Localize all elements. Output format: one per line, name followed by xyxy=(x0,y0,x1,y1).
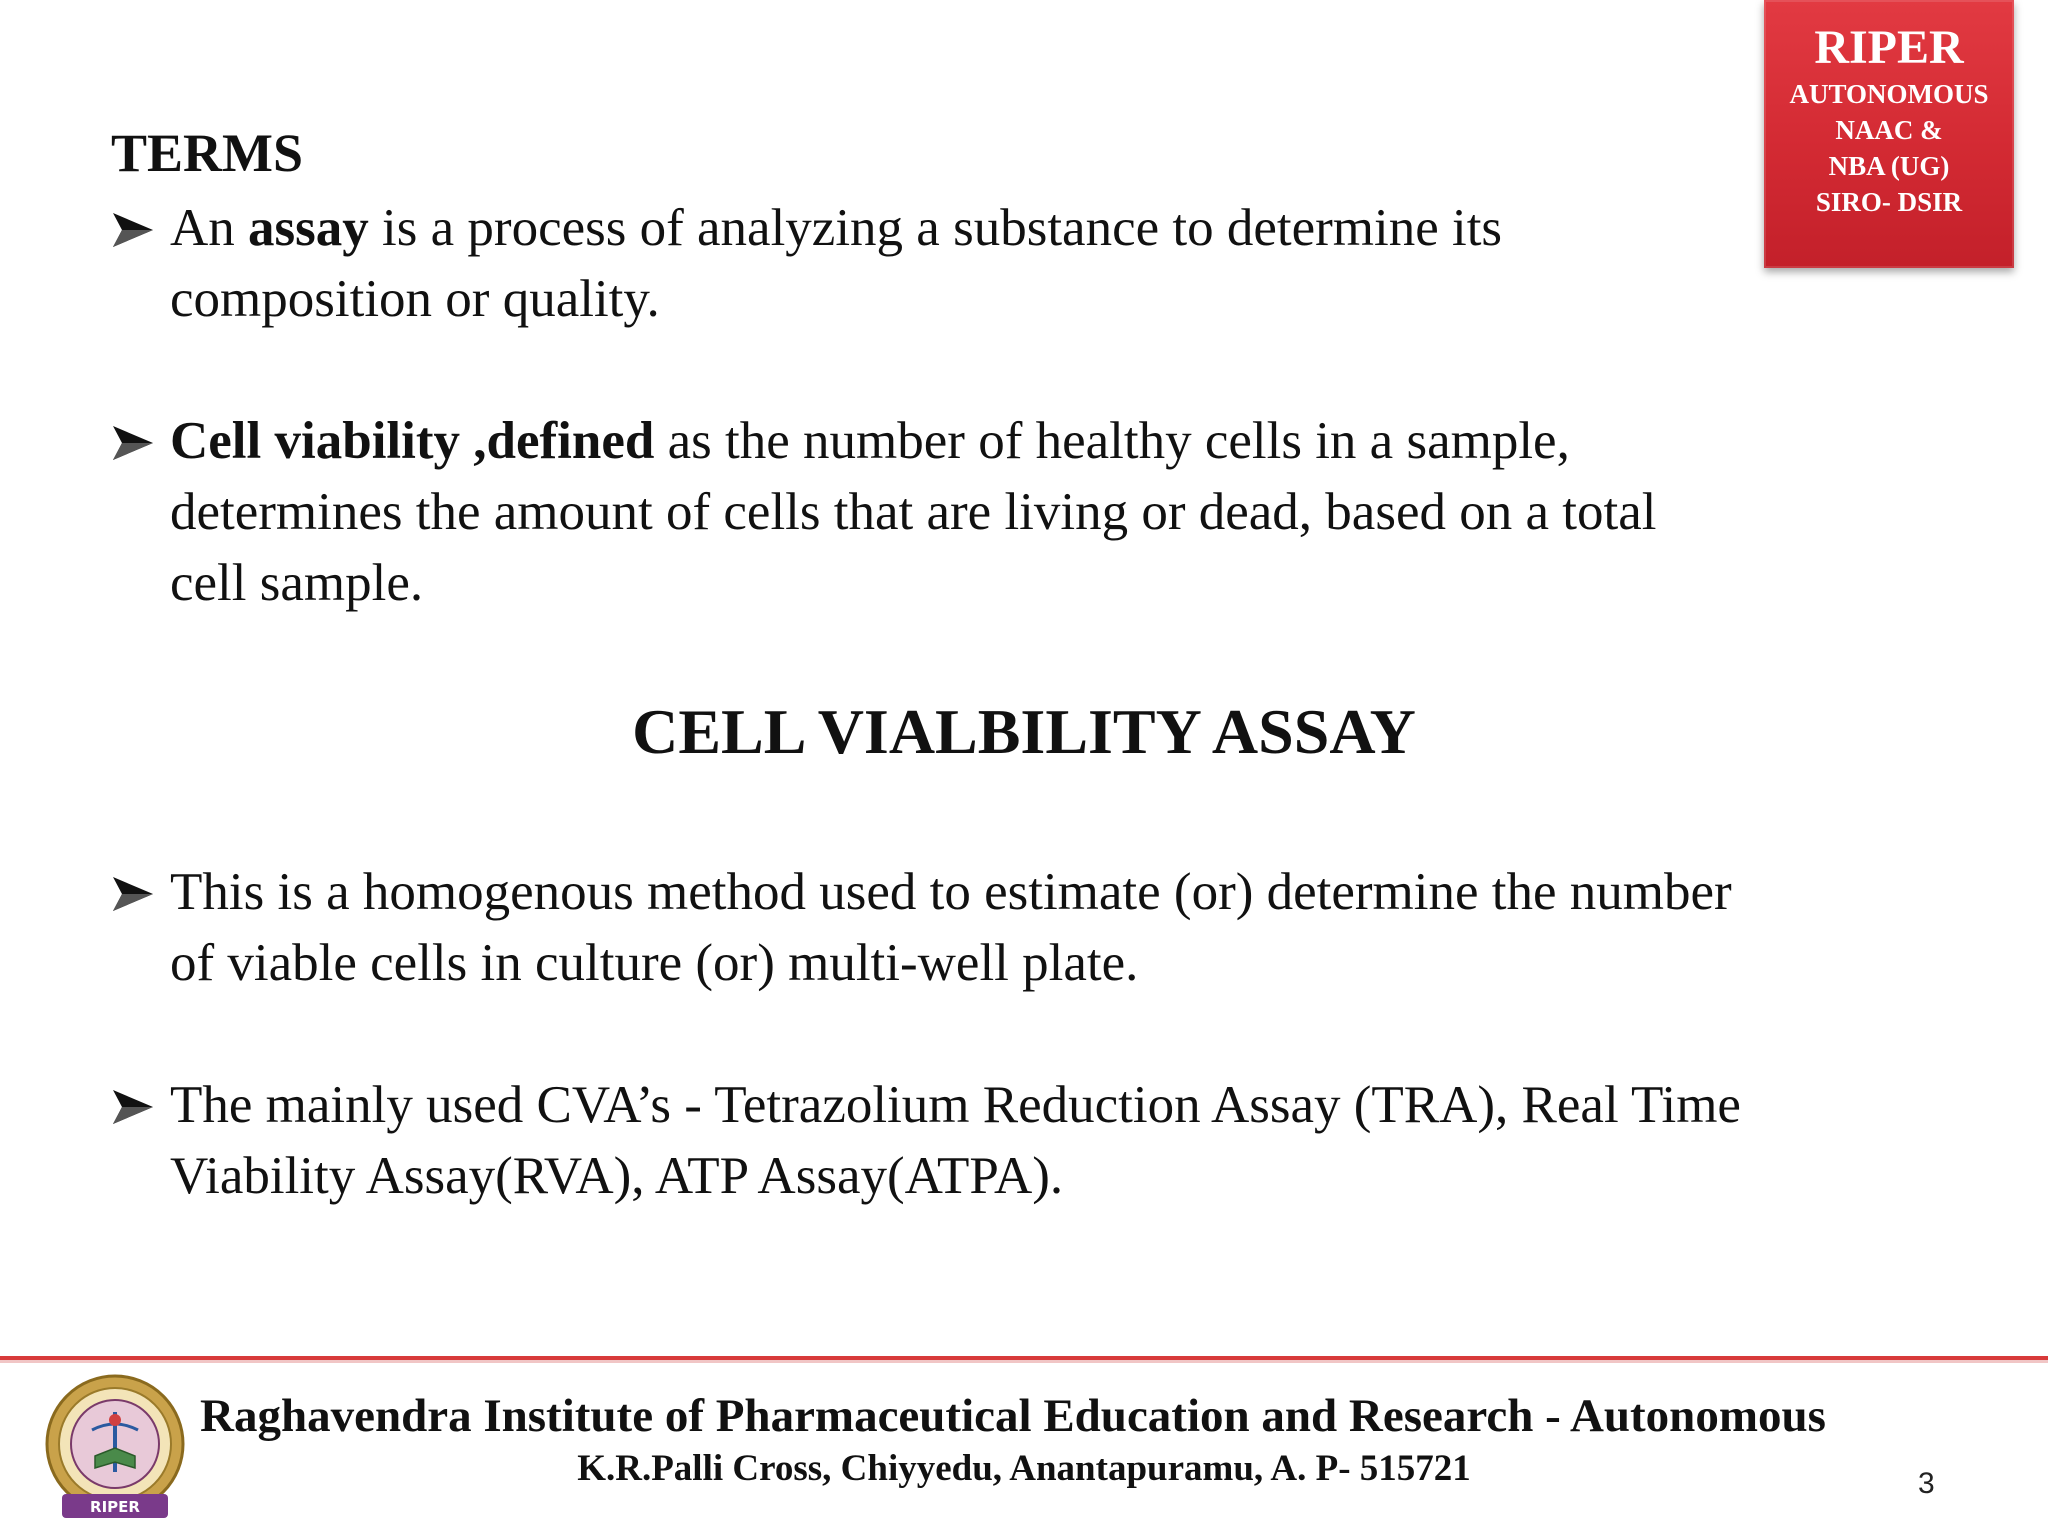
bullet-cell-viability xyxy=(111,406,1656,619)
bullet-cell-viability-line-3: cell sample. xyxy=(170,554,424,612)
arrow-bullet-icon xyxy=(111,193,161,264)
institution-badge xyxy=(1764,0,2014,268)
bullet-homogenous-line-1: This is a homogenous method used to estimate (or) determine the number xyxy=(170,863,1732,921)
bullet-homogenous-method xyxy=(111,857,1732,999)
badge-title: RIPER xyxy=(1814,21,1964,74)
arrow-bullet-icon xyxy=(111,1070,161,1141)
footer-institution-name: Raghavendra Institute of Pharmaceutical Education and Research - Autonomous xyxy=(200,1390,1826,1442)
bullet-assay xyxy=(111,193,1502,335)
svg-text:RIPER: RIPER xyxy=(90,1498,140,1516)
bullet-cva-line-1: The mainly used CVA’s - Tetrazolium Reduction Assay (TRA), Real Time xyxy=(170,1076,1741,1134)
terms-heading: TERMS xyxy=(111,123,304,183)
cell-viability-term: Cell viability ,defined xyxy=(170,412,655,470)
footer-divider-shadow xyxy=(0,1360,2048,1363)
badge-line-siro: SIRO- DSIR xyxy=(1815,187,1963,217)
badge-line-naac: NAAC & xyxy=(1835,115,1943,145)
arrow-bullet-icon xyxy=(111,406,161,477)
bullet-assay-line-2: composition or quality. xyxy=(170,270,660,328)
footer-address: K.R.Palli Cross, Chiyyedu, Anantapuramu, A. P- 515721 xyxy=(577,1448,1471,1489)
bullet-cva-types xyxy=(111,1070,1741,1212)
bullet-cva-line-2: Viability Assay(RVA), ATP Assay(ATPA). xyxy=(170,1147,1064,1205)
badge-line-nba: NBA (UG) xyxy=(1828,151,1950,181)
bullet-assay-line-1: An assay is a process of analyzing a substance to determine its xyxy=(170,199,1503,257)
arrow-bullet-icon xyxy=(111,857,161,928)
bullet-cell-viability-line-2: determines the amount of cells that are living or dead, based on a total xyxy=(170,483,1657,541)
badge-line-autonomous: AUTONOMOUS xyxy=(1789,79,1989,109)
bullet-cell-viability-line-1: Cell viability ,defined as the number of healthy cells in a sample, xyxy=(170,412,1570,470)
section-title: CELL VIALBILITY ASSAY xyxy=(632,696,1416,767)
assay-term: assay xyxy=(248,199,369,257)
page-number: 3 xyxy=(1918,1467,1935,1500)
bullet-homogenous-line-2: of viable cells in culture (or) multi-well plate. xyxy=(170,934,1139,992)
